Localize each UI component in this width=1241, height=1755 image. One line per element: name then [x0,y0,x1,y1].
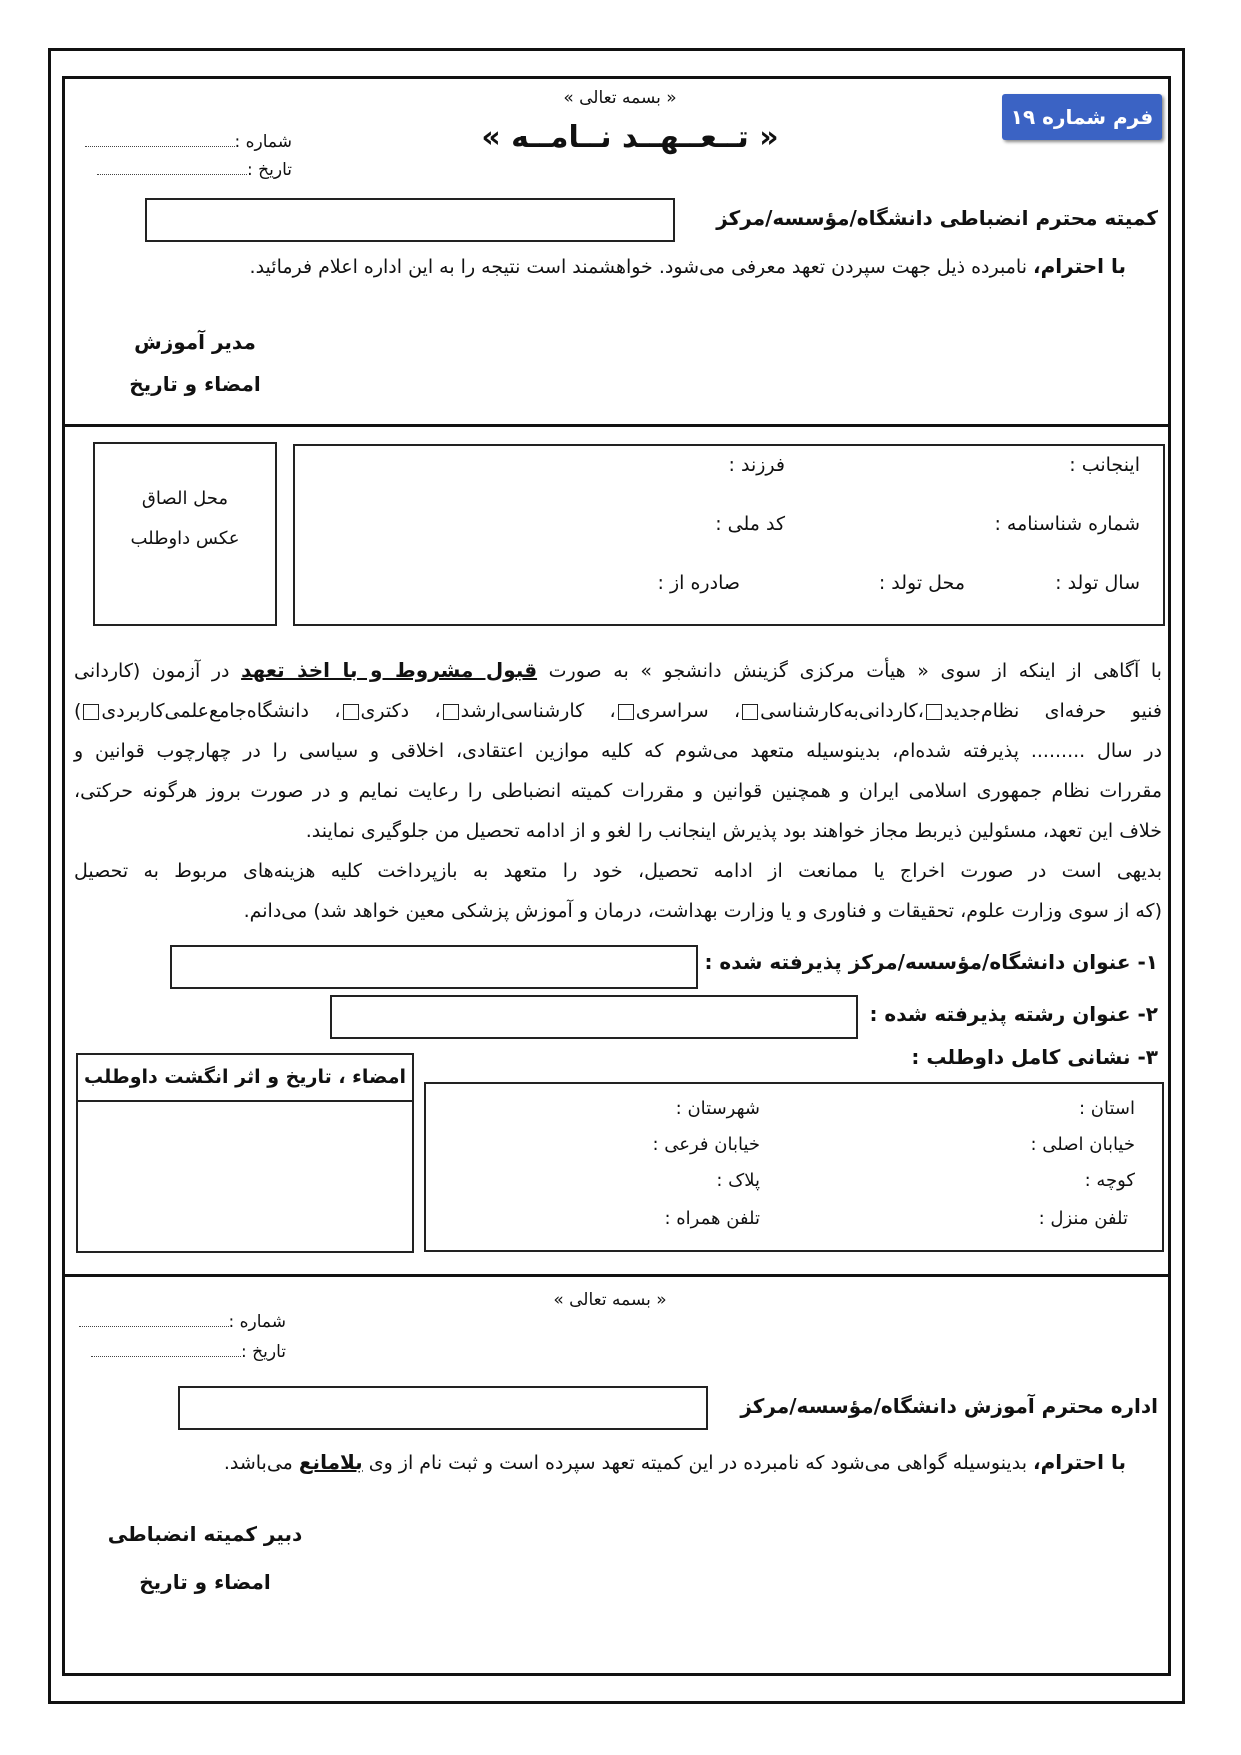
name-label: اینجانب : [1069,454,1140,476]
pledge-line-1 [74,650,1162,691]
date-line [82,160,292,180]
checkbox-phd[interactable] [343,704,359,720]
pledge-line-6: بدیهی است در صورت اخراج یا ممانعت از ادامه تحصیل، خود را متعهد به بازپرداخت کلیه هزینه‌های مربوط به تحصیل [74,860,1162,882]
alley-label: کوچه : [1084,1170,1135,1191]
checkbox-new-system[interactable] [926,704,942,720]
greeting-text-bottom-a: بدینوسیله گواهی می‌شود که نامبرده در این کمیته تعهد سپرده است و ثبت نام از وی [362,1452,1034,1474]
checkbox-applied-science[interactable] [83,704,99,720]
pledge-l2-g: ) [74,700,82,722]
pledge-l2-b: ،کاردانی‌به‌کارشناسی [760,700,924,722]
addressee-committee: کمیته محترم انضباطی دانشگاه/مؤسسه/مرکز [716,206,1158,230]
pledge-l2-a: فنیو حرفه‌ای نظام‌جدید [943,700,1162,722]
pledge-l2-e: ، دکتری [360,700,441,722]
pledge-l2-d: ، کارشناسی‌ارشد [460,700,616,722]
pledge-line-4: مقررات نظام جمهوری اسلامی ایران و همچنین قوانین و مقررات کمیته انضباطی را رعایت نمایم و در صورت بروز هرگونه حرکتی، [74,780,1162,802]
pledge-line-5: خلاف این تعهد، مسئولین ذیربط مجاز خواهند بود پذیرش اینجانب را لغو و از ادامه تحصیل من جلوگیری نمایند. [305,820,1162,842]
addressee-education: اداره محترم آموزش دانشگاه/مؤسسه/مرکز [740,1394,1158,1418]
greeting-bold-top: با احترام، [1033,254,1126,278]
signature-header: امضاء ، تاریخ و اثر انگشت داوطلب [83,1066,407,1088]
child-of-label: فرزند : [728,454,785,476]
checkbox-masters[interactable] [443,704,459,720]
city-label: شهرستان : [675,1098,760,1119]
greeting-bold-bottom: با احترام، [1033,1450,1126,1474]
pledge-l2-f: ، دانشگاه‌جامع‌علمی‌کاربردی [101,700,341,722]
separator-2 [65,1274,1168,1277]
pledge-line-3: در سال ......... پذیرفته شده‌ام، بدینوسیله متعهد می‌شوم که کلیه موازین اعتقادی، اخلاقی و سیاسی را در چهارچوب قوانین و [74,740,1162,762]
birth-year-label: سال تولد : [1055,572,1140,594]
bismillah-top: « بسمه تعالی » [563,88,677,108]
signer-sign-bottom: امضاء و تاریخ [139,1570,271,1594]
date-label: تاریخ : [247,160,292,180]
pledge-conditional-acceptance: قبول مشروط و با اخذ تعهد [241,658,538,682]
pledge-paragraph [74,650,1162,931]
side-street-label: خیابان فرعی : [652,1134,760,1155]
photo-label-1: محل الصاق [141,488,229,509]
pledge-line-7: (که از سوی وزارت علوم، تحقیقات و فناوری و یا وزارت بهداشت، درمان و آموزش پزشکی معین خواهد شد) می‌دانم. [243,900,1162,922]
greeting-bottom [150,1450,1126,1474]
item-1-label: ۱- عنوان دانشگاه/مؤسسه/مرکز پذیرفته شده : [704,950,1158,974]
greeting-top [96,254,1126,278]
date-dotted-field-bottom[interactable] [91,1344,241,1357]
province-label: استان : [1078,1098,1135,1119]
number-label-bottom: شماره : [228,1312,286,1332]
date-line-bottom [76,1342,286,1362]
university-name-box-bottom[interactable] [178,1386,708,1430]
pledge-l1-a: با آگاهی از اینکه از سوی « هیأت مرکزی گزینش دانشجو » به صورت [548,660,1162,682]
number-line [82,132,292,152]
number-dotted-field-bottom[interactable] [79,1314,229,1327]
home-phone-label: تلفن منزل : [1038,1208,1128,1229]
number-line-bottom [76,1312,286,1332]
checkbox-national[interactable] [618,704,634,720]
plate-label: پلاک : [716,1170,760,1191]
checkbox-associate-to-bachelor[interactable] [742,704,758,720]
signer-title-bottom: دبیر کمیته انضباطی [107,1522,303,1546]
item-2-label: ۲- عنوان رشته پذیرفته شده : [869,1002,1158,1026]
photo-label-2: عکس داوطلب [130,528,240,549]
national-code-label: کد ملی : [715,513,785,535]
pledge-line-2 [74,691,1162,731]
page-title: « تــعــهــد نــامــه » [481,120,779,155]
item-3-label: ۳- نشانی کامل داوطلب : [911,1045,1158,1069]
issued-from-label: صادره از : [657,572,740,594]
university-accepted-box[interactable] [170,945,698,989]
pledge-l2-c: ، سراسری [635,700,741,722]
main-street-label: خیابان اصلی : [1030,1134,1135,1155]
signature-header-divider [76,1100,414,1102]
date-dotted-field[interactable] [97,162,247,175]
bismillah-bottom: « بسمه تعالی » [553,1290,667,1310]
number-dotted-field[interactable] [85,134,235,147]
signer-title-top: مدیر آموزش [134,330,256,354]
mobile-label: تلفن همراه : [664,1208,760,1229]
separator-1 [65,424,1168,427]
id-number-label: شماره شناسنامه : [994,513,1140,535]
greeting-text-bottom-b: می‌باشد. [223,1452,299,1474]
signer-sign-top: امضاء و تاریخ [129,372,261,396]
date-label-bottom: تاریخ : [241,1342,286,1362]
birth-place-label: محل تولد : [878,572,965,594]
no-objection-text: بلامانع [298,1450,363,1474]
pledge-l1-c: در آزمون (کاردانی [74,660,230,682]
university-name-box-top[interactable] [145,198,675,242]
greeting-text-top: نامبرده ذیل جهت سپردن تعهد معرفی می‌شود. خواهشمند است نتیجه را به این اداره اعلام فرمائید. [249,256,1034,278]
form-number-badge: فرم شماره ۱۹ [1002,94,1162,140]
major-accepted-box[interactable] [330,995,858,1039]
number-label: شماره : [234,132,292,152]
